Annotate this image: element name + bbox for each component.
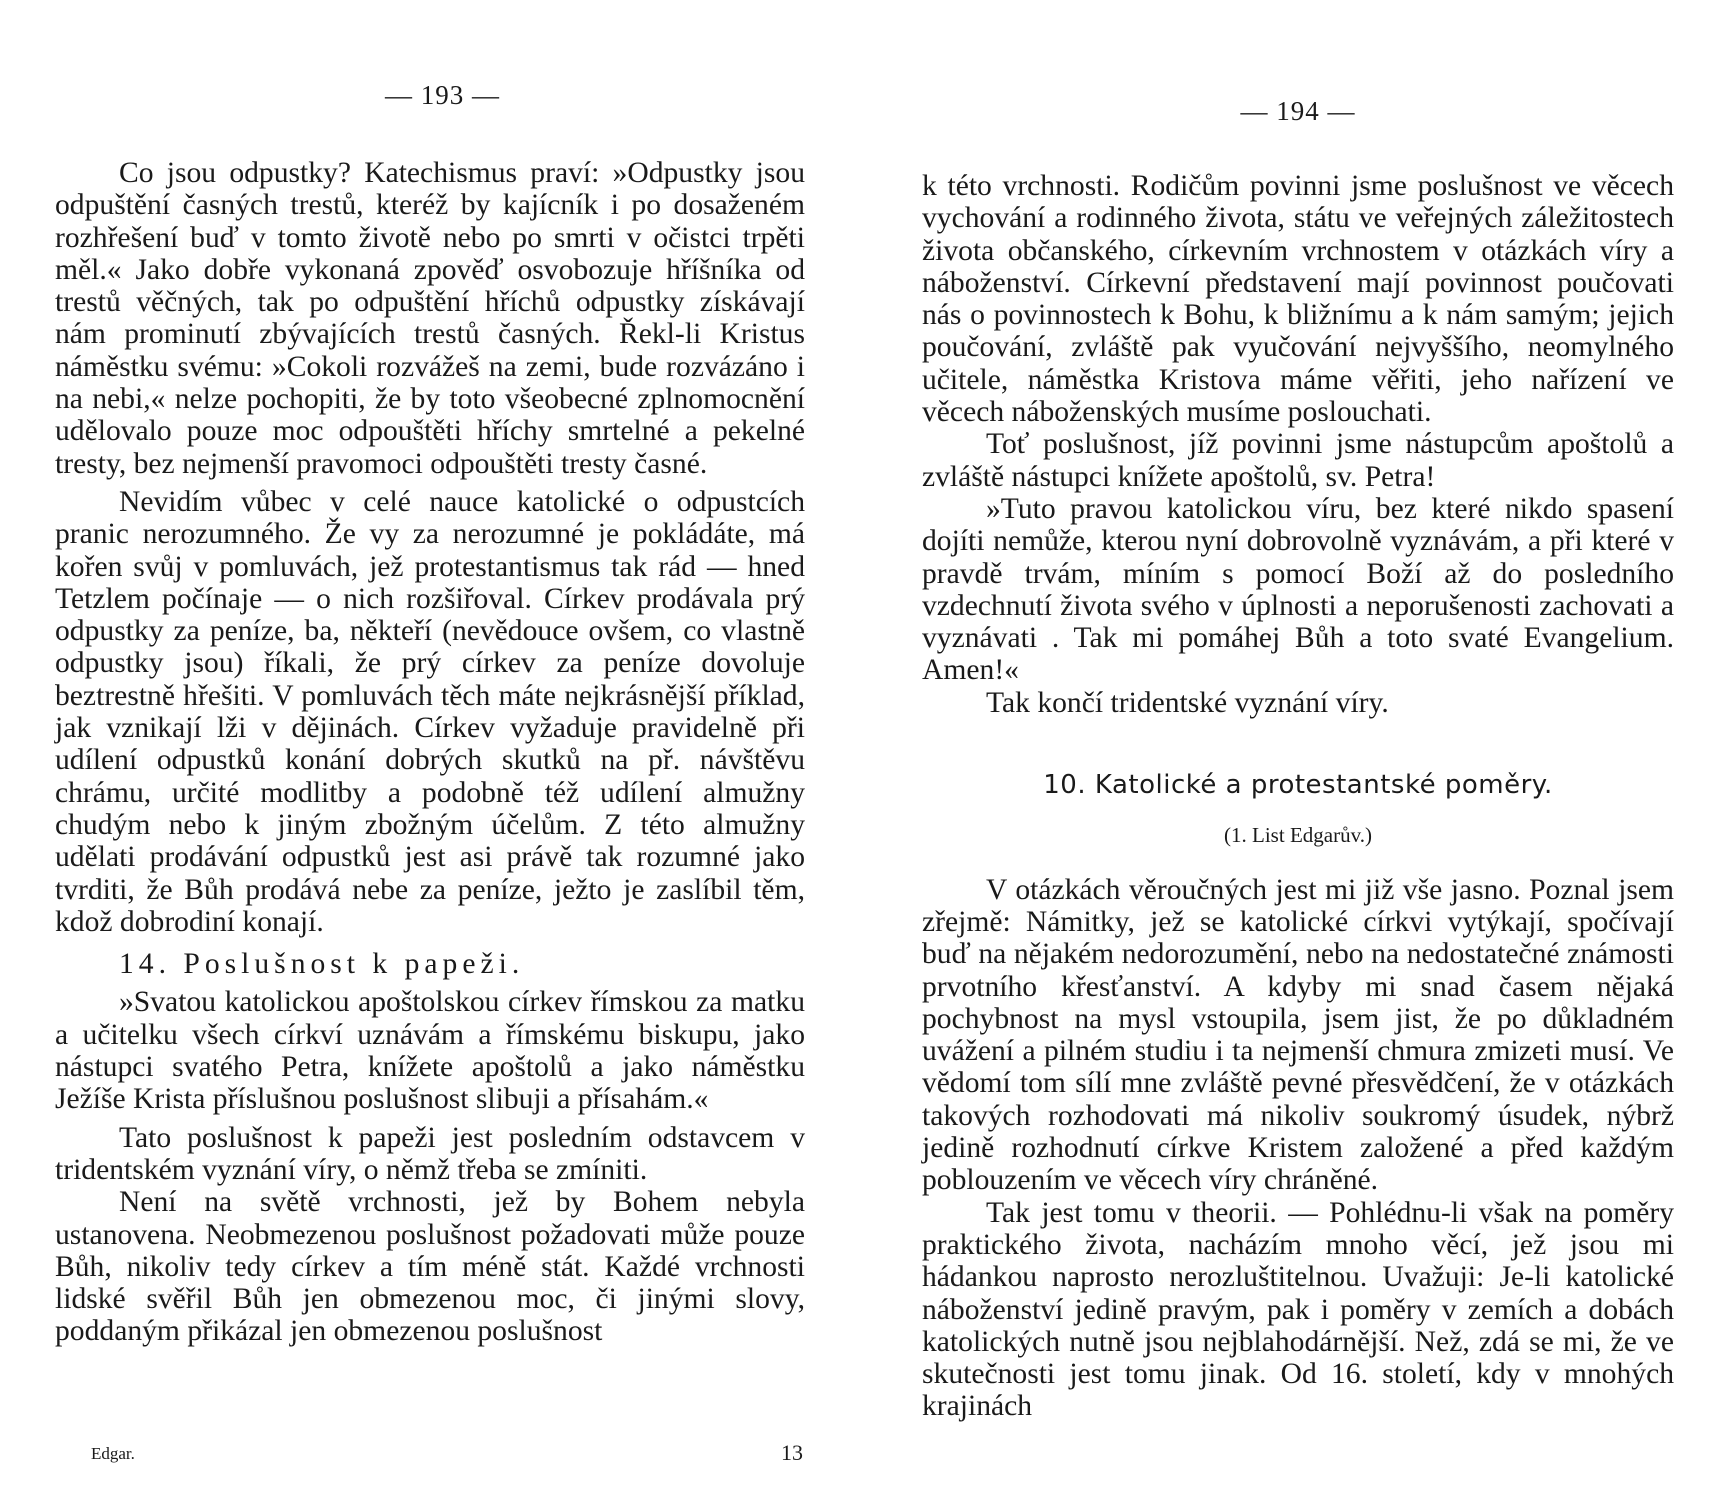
- section-heading: 14. Poslušnost k papeži.: [119, 948, 525, 981]
- paragraph: Tak končí tridentské vyznání víry.: [986, 686, 1389, 719]
- paragraph: V otázkách věroučných jest mi již vše jasno. Poznal jsem zřejmě: Námitky, jež se katolické církvi vytýkají, spočívají buď na nějakém nedorozumění, nebo na nedostatečné známosti prvotního křesťanství. A kdyby mi snad časem nějaká pochybnost na mysl vstoupila, jsem jist, že po důkladném uvážení a pilném studiu i ta nejmenší chmura zmizeti musí. Ve vědomí tom sílí mne zvláště pevné přesvědčení, že v otázkách takových rozhodovati má nikoliv soukromý úsudek, nýbrž jedině rozhodnutí církve Kristem založené a před každým poblouzením ve věcech víry chráněné.: [922, 873, 1674, 1197]
- page-number: — 193 —: [385, 80, 500, 110]
- footer-signature: Edgar.: [91, 1444, 135, 1463]
- paragraph: Nevidím vůbec v celé nauce katolické o odpustcích pranic nerozumného. Že vy za nerozumné je pokládáte, má kořen svůj v pomluvách, jež protestantismus tak rád — hned Tetzlem počínaje — o nich rozšiřoval. Církev prodávala prý odpustky za peníze, ba, někteří (nevědouce ovšem, co vlastně odpustky jsou) říkali, že prý církev za peníze dovoluje beztrestně hřešiti. V pomluvách těch máte nejkrásnější příklad, jak vznikají lži v dějinách. Církev vyžaduje pravidelně při udílení odpustků konání dobrých skutků na př. návštěvu chrámu, určité modlitby a podobně též udílení almužny chudým nebo k jiným zbožným účelům. Z této almužny udělati prodávání odpustků jest asi právě tak rozumné jako tvrditi, že Bůh prodává nebe za peníze, ježto je zaslíbil těm, kdož dobrodiní konají.: [55, 485, 805, 938]
- paragraph: »Tuto pravou katolickou víru, bez které nikdo spasení dojíti nemůže, kterou nyní dobrovolně vyznávám, a při které v pravdě trvám, míním s pomocí Boží až do posledního vzdechnutí života svého v úplnosti a neporušenosti zachovati a vyznávati . Tak mi pomáhej Bůh a toto svaté Evangelium. Amen!«: [922, 492, 1674, 687]
- paragraph: Tak jest tomu v theorii. — Pohlédnu-li však na poměry praktického života, nacházím mnoho věcí, jež jsou mi hádankou naprosto nerozluštitelnou. Uvažuji: Je-li katolické náboženství jedině pravým, pak i poměry v zemích a dobách katolických nutně jsou nejblahodárnější. Než, zdá se mi, že ve skutečnosti jest tomu jinak. Od 16. století, kdy v mnohých krajinách: [922, 1196, 1674, 1423]
- paragraph: k této vrchnosti. Rodičům povinni jsme poslušnost ve věcech vychování a rodinného života, státu ve veřejných záležitostech života občanského, církevním vrchnostem v otázkách víry a náboženství. Církevní představení mají povinnost poučovati nás o povinnostech k Bohu, k bližnímu a k nám samým; jejich poučování, zvláště pak vyučování nejvyššího, neomylného učitele, náměstka Kristova máme věřiti, jeho nařízení ve věcech náboženských musíme poslouchati.: [922, 170, 1674, 429]
- page-body: [922, 170, 1674, 1423]
- paragraph: Toť poslušnost, jíž povinni jsme nástupcům apoštolů a zvláště nástupci knížete apoštolů, sv. Petra!: [922, 428, 1674, 493]
- left-page: [55, 0, 805, 1500]
- chapter-subtitle: (1. List Edgarův.): [1224, 823, 1372, 848]
- chapter-heading: 10. Katolické a protestantské poměry.: [1043, 770, 1553, 801]
- page-body: [55, 157, 805, 1348]
- right-page: [922, 0, 1674, 1500]
- paragraph: Tato poslušnost k papeži jest posledním odstavcem v tridentském vyznání víry, o němž třeba se zmíniti.: [55, 1121, 805, 1186]
- paragraph: »Svatou katolickou apoštolskou církev římskou za matku a učitelku všech církví uznávám a římskému biskupu, jako nástupci svatého Petra, knížete apoštolů a jako náměstku Ježíše Krista příslušnou poslušnost slibuji a přísahám.«: [55, 986, 805, 1116]
- footer-sheet-number: 13: [781, 1440, 803, 1465]
- paragraph: Není na světě vrchnosti, jež by Bohem nebyla ustanovena. Neobmezenou poslušnost požadovati může pouze Bůh, nikoliv tedy církev a tím méně stát. Každé vrchnosti lidské svěřil Bůh jen obmezenou moc, či jinými slovy, poddaným přikázal jen obmezenou poslušnost: [55, 1186, 805, 1348]
- page-number: — 194 —: [1240, 96, 1356, 126]
- paragraph: Co jsou odpustky? Katechismus praví: »Odpustky jsou odpuštění časných trestů, kteréž by kajícník i po dosaženém rozhřešení buď v tomto životě nebo po smrti v očistci trpěti měl.« Jako dobře vykonaná zpověď osvobozuje hříšníka od trestů věčných, tak po odpuštění hříchů odpustky získávají nám prominutí zbývajících trestů časných. Řekl-li Kristus náměstku svému: »Cokoli rozvážeš na zemi, bude rozvázáno i na nebi,« nelze pochopiti, že by toto všeobecné zplnomocnění udělovalo pouze moc odpouštěti hříchy smrtelné a pekelné tresty, bez nejmenší pravomoci odpouštěti tresty časné.: [55, 157, 805, 480]
